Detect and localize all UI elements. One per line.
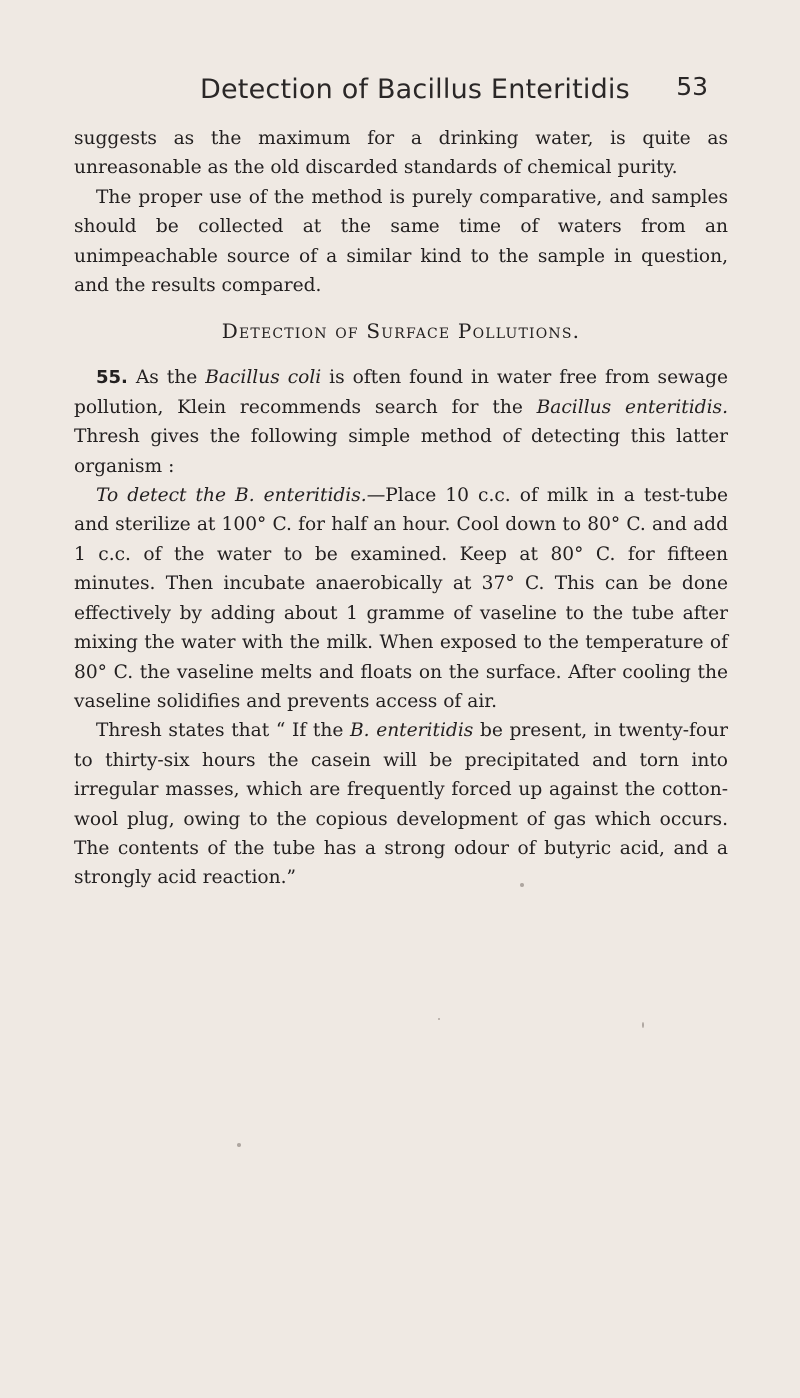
paragraph-continued [74,124,728,183]
paragraph-text: As the [127,367,206,389]
paragraph [74,183,728,301]
paper-speck [642,1022,644,1028]
page-body [74,124,728,893]
paragraph-quote [74,716,728,892]
running-head: Detection of Bacillus Enteritidis [200,74,630,105]
paper-speck [237,1143,241,1147]
paragraph-55 [74,363,728,481]
paragraph-text: Thresh states that “ If the [96,720,350,742]
paragraph-text: be present, in twenty-four to thirty-six hours the casein will be precipitated and torn into irregular masses, which are frequently forced up against the cotton-wool plug, owing to the copious development of gas which occurs. The contents of the tube has a strong odour of butyric acid, and a strongly acid reaction.” [74,720,728,889]
paper-speck [520,883,524,887]
paragraph-method [74,481,728,716]
paragraph-text: suggests as the maximum for a drinking water, is quite as unreasonable as the old discarded standards of chemical purity. [74,128,728,179]
italic-term: B. enteritidis [349,720,474,742]
section-heading: Detection of Surface Pollutions. [221,319,581,344]
page-header [0,70,800,116]
paragraph-text: Thresh gives the following simple method of detecting this latter organism : [74,426,728,477]
italic-term: Bacillus enteritidis. [536,396,728,418]
paragraph-text: is often found in water free from sewage pollution, Klein recommends search for the [74,367,729,418]
page-number: 53 [676,72,708,101]
paragraph-text: —Place 10 c.c. of milk in a test-tube and sterilize at 100° C. for half an hour. Cool down to 80° C. and add 1 c.c. of the water to be examined. Keep at 80° C. for fifteen minutes. Then incubate anaerobically at 37° C. This can be done effectively by adding about 1 gramme of vaseline to the tube after mixing the water with the milk. When exposed to the temperature of 80° C. the vaseline melts and floats on the surface. After cooling the vaseline solidifies and prevents access of air. [74,485,728,712]
paragraph-number: 55. [96,367,128,389]
italic-term: Bacillus coli [205,367,322,389]
paragraph-text: The proper use of the method is purely comparative, and samples should be collected at the same time of waters from an unimpeachable source of a similar kind to the sample in question, and the results compared. [74,186,728,297]
method-title: To detect the B. enteritidis. [96,485,367,507]
paper-speck [438,1018,440,1020]
